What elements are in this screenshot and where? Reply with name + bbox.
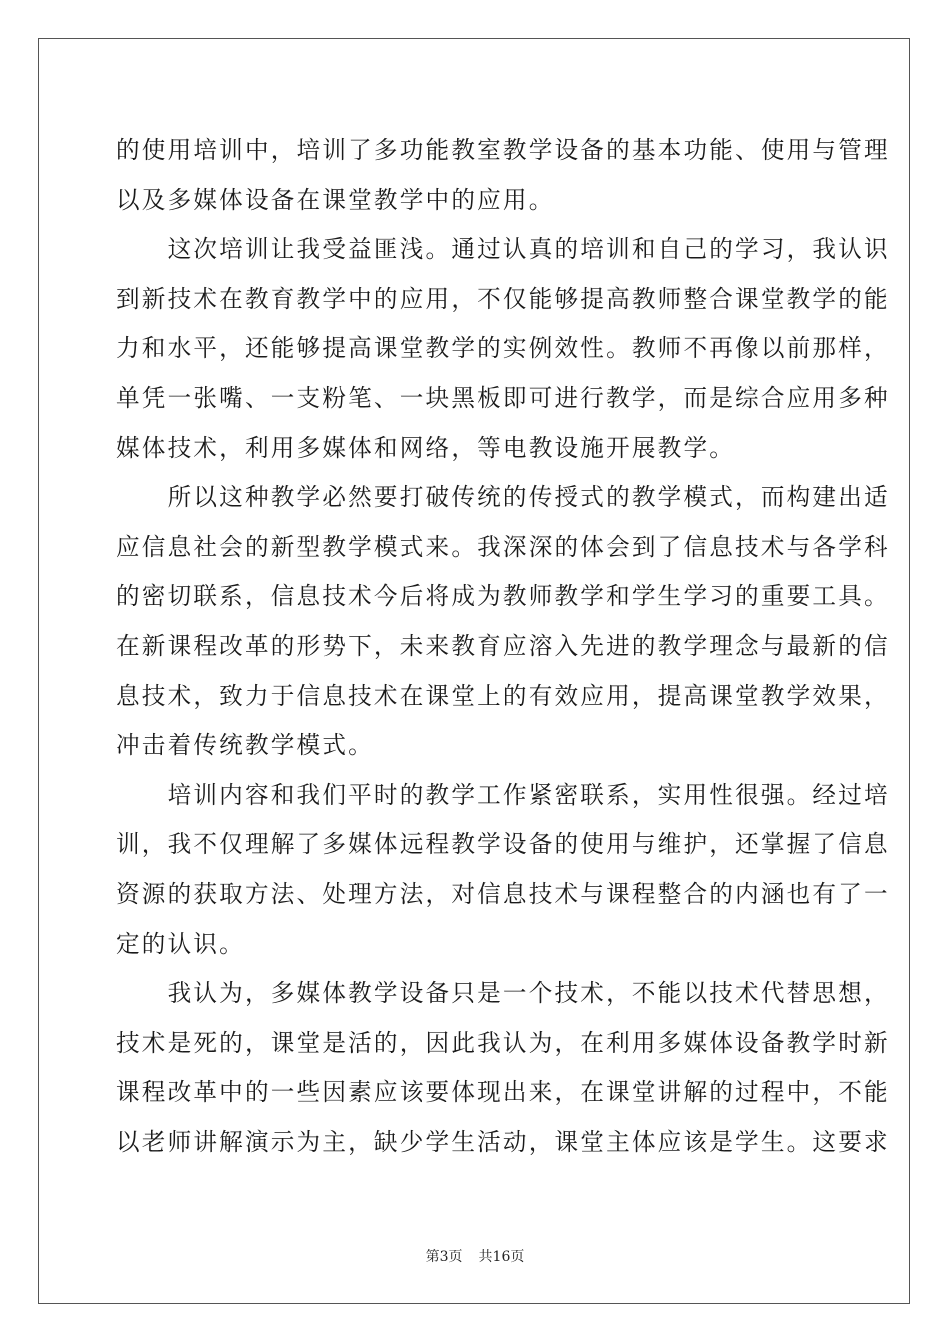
paragraph-5 [116, 969, 890, 1167]
text-line: 的使用培训中，培训了多功能教室教学设备的基本功能、使用与管理 [116, 136, 890, 164]
paragraph-4 [116, 771, 890, 969]
text-line: 力和水平，还能够提高课堂教学的实例效性。教师不再像以前那样， [116, 334, 890, 363]
text-line: 息技术，致力于信息技术在课堂上的有效应用，提高课堂教学效果， [116, 681, 890, 710]
text-line: 资源的获取方法、处理方法，对信息技术与课程整合的内涵也有了一 [116, 879, 890, 908]
text-line: 课程改革中的一些因素应该要体现出来，在课堂讲解的过程中，不能 [116, 1078, 890, 1107]
text-line: 技术是死的，课堂是活的，因此我认为，在利用多媒体设备教学时新 [116, 1028, 890, 1057]
text-line: 训，我不仅理解了多媒体远程教学设备的使用与维护，还掌握了信息 [116, 830, 890, 859]
total-pages: 共16页 [478, 1249, 525, 1265]
text-line: 单凭一张嘴、一支粉笔、一块黑板即可进行教学，而是综合应用多种 [116, 383, 890, 412]
text-line: 所以这种教学必然要打破传统的传授式的教学模式，而构建出适 [116, 483, 890, 512]
text-line: 媒体技术，利用多媒体和网络，等电教设施开展教学。 [116, 433, 736, 462]
paragraph-1 [116, 126, 890, 225]
text-line: 我认为，多媒体教学设备只是一个技术，不能以技术代替思想， [116, 979, 890, 1008]
text-line: 应信息社会的新型教学模式来。我深深的体会到了信息技术与各学科 [116, 532, 890, 561]
text-line: 定的认识。 [116, 929, 245, 958]
text-line: 这次培训让我受益匪浅。通过认真的培训和自己的学习，我认识 [116, 235, 890, 264]
paragraph-2 [116, 225, 890, 473]
page-footer [0, 1246, 950, 1266]
page-number: 第3页 [425, 1249, 463, 1265]
text-line: 冲击着传统教学模式。 [116, 731, 374, 760]
text-line: 到新技术在教育教学中的应用，不仅能够提高教师整合课堂教学的能 [116, 284, 890, 313]
text-line: 的密切联系，信息技术今后将成为教师教学和学生学习的重要工具。 [116, 582, 890, 611]
paragraph-3 [116, 473, 890, 771]
text-line: 以老师讲解演示为主，缺少学生活动，课堂主体应该是学生。这要求 [116, 1127, 890, 1156]
text-line: 以及多媒体设备在课堂教学中的应用。 [116, 185, 555, 214]
text-line: 在新课程改革的形势下，未来教育应溶入先进的教学理念与最新的信 [116, 631, 890, 660]
document-body [116, 126, 890, 1167]
text-line: 培训内容和我们平时的教学工作紧密联系，实用性很强。经过培 [116, 780, 890, 809]
